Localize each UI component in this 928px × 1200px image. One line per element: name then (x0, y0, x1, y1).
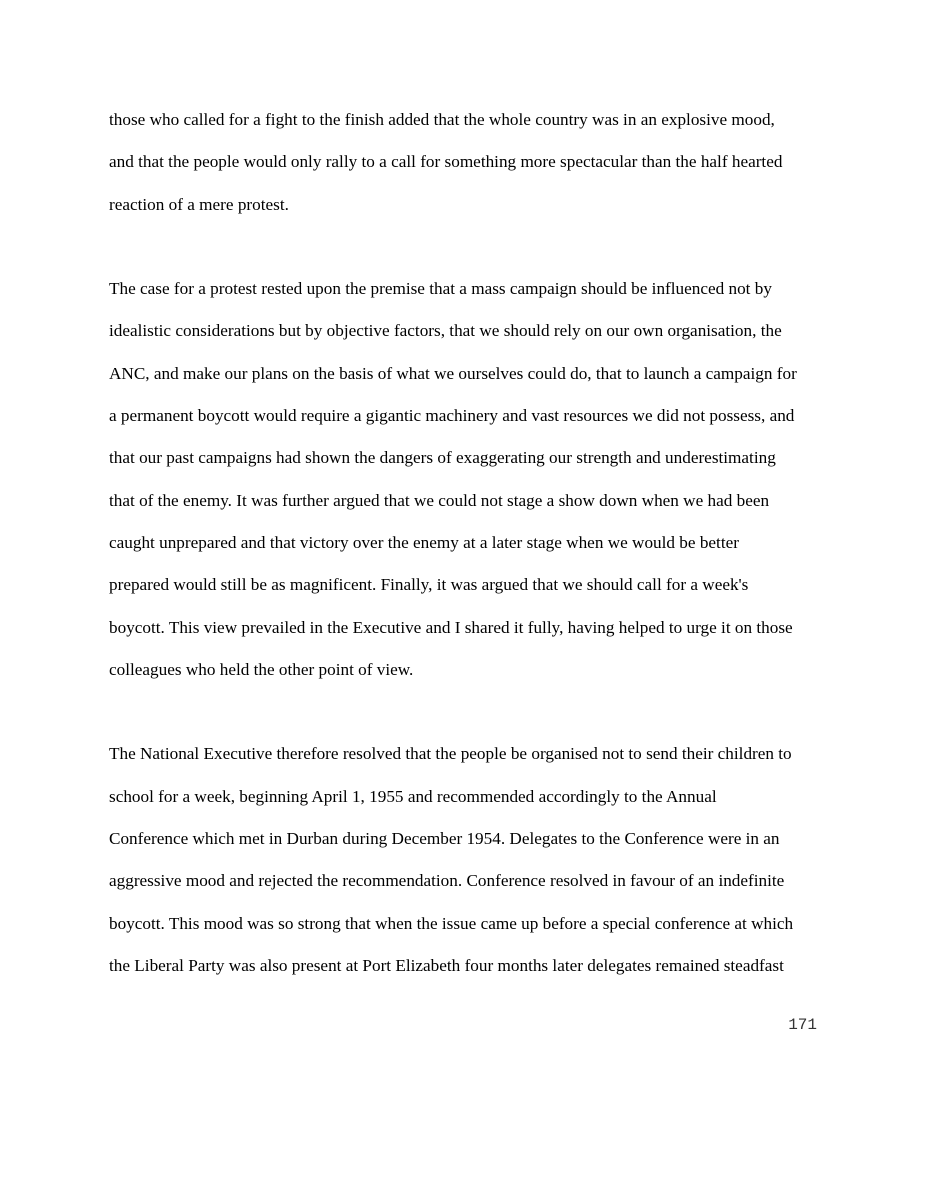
text-line: the Liberal Party was also present at Port Elizabeth four months later delegates remained steadfast (109, 955, 784, 975)
text-line: colleagues who held the other point of view. (109, 659, 414, 679)
text-line: idealistic considerations but by objective factors, that we should rely on our own organisation, the (109, 321, 782, 341)
text-line: boycott. This view prevailed in the Executive and I shared it fully, having helped to urge it on those (109, 617, 793, 637)
body-text (109, 99, 829, 987)
text-line: a permanent boycott would require a gigantic machinery and vast resources we did not possess, and (109, 406, 795, 426)
text-line: aggressive mood and rejected the recommendation. Conference resolved in favour of an indefinite (109, 871, 785, 891)
text-line: The National Executive therefore resolved that the people be organised not to send their children to (109, 744, 792, 764)
text-line: that of the enemy. It was further argued that we could not stage a show down when we had been (109, 490, 770, 510)
text-line: school for a week, beginning April 1, 1955 and recommended accordingly to the Annual (109, 786, 717, 806)
page-number: 171 (788, 1016, 817, 1034)
paragraph-spacer (109, 226, 829, 268)
text-line: reaction of a mere protest. (109, 194, 289, 214)
paragraph-3 (109, 733, 829, 987)
paragraph-1 (109, 99, 829, 226)
text-line: The case for a protest rested upon the premise that a mass campaign should be influenced not by (109, 279, 772, 299)
paragraph-2 (109, 268, 829, 691)
text-line: those who called for a fight to the finish added that the whole country was in an explosive mood, (109, 110, 775, 129)
text-line: ANC, and make our plans on the basis of what we ourselves could do, that to launch a campaign for (109, 363, 797, 383)
text-line: that our past campaigns had shown the dangers of exaggerating our strength and underestimating (109, 448, 776, 468)
paragraph-spacer (109, 691, 829, 733)
text-line: boycott. This mood was so strong that when the issue came up before a special conference at which (109, 913, 794, 933)
text-line: caught unprepared and that victory over the enemy at a later stage when we would be better (109, 532, 739, 552)
text-line: Conference which met in Durban during December 1954. Delegates to the Conference were in an (109, 829, 780, 849)
text-line: prepared would still be as magnificent. Finally, it was argued that we should call for a week's (109, 575, 749, 595)
text-line: and that the people would only rally to a call for something more spectacular than the half hearted (109, 152, 783, 172)
